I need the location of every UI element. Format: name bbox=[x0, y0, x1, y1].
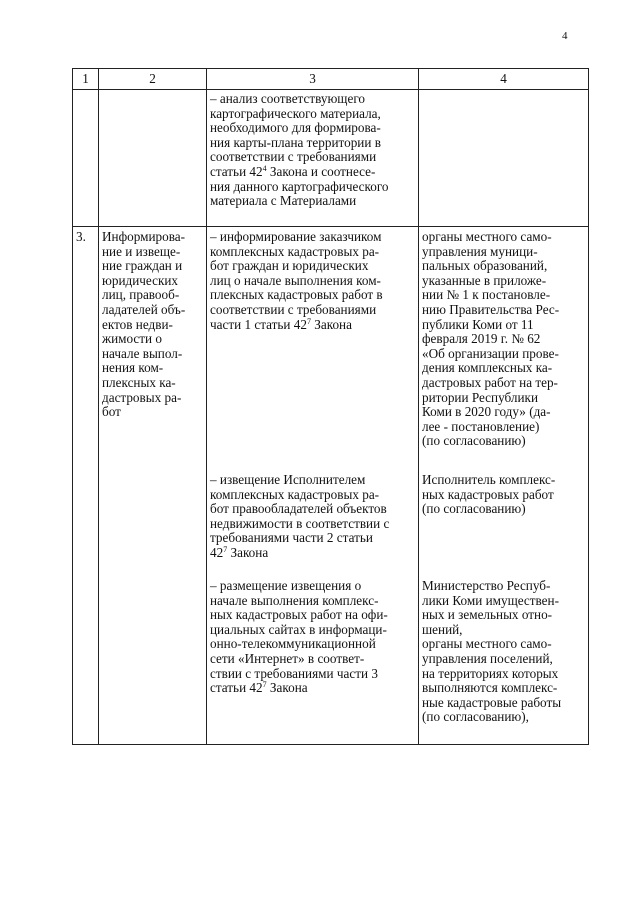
text-line: – анализ соответствующего bbox=[210, 91, 365, 106]
text-line: лиц о начале выполнения ком- bbox=[210, 272, 381, 288]
statute-sup: 4 bbox=[262, 163, 267, 173]
text-line bbox=[210, 546, 415, 561]
text-line: бот граждан и юридических bbox=[210, 258, 369, 274]
text-line: нию Правительства Рес- bbox=[422, 301, 560, 317]
text-line: сети «Интернет» в соответ- bbox=[210, 650, 365, 666]
text-line: органы местного само- bbox=[422, 636, 552, 652]
table-header-row bbox=[73, 69, 589, 90]
text-line: ных кадастровых работ на офи- bbox=[210, 607, 388, 623]
measure-title bbox=[99, 227, 207, 745]
text-line: февраля 2019 г. № 62 bbox=[422, 331, 541, 347]
cont-col-4 bbox=[419, 90, 589, 227]
text-line bbox=[210, 681, 415, 696]
executor-item-1 bbox=[422, 230, 585, 473]
page-number: 4 bbox=[562, 30, 568, 42]
row-number: 3. bbox=[73, 227, 99, 745]
text-line: ладателей объ- bbox=[102, 301, 186, 317]
text-line: нии № 1 к постановле- bbox=[422, 287, 551, 303]
text-line: плексных ка- bbox=[102, 374, 176, 390]
text-line: Коми в 2020 году» (да- bbox=[422, 404, 551, 420]
text-line: комплексных кадастровых ра- bbox=[210, 486, 380, 502]
statute-suffix: Закона bbox=[227, 544, 269, 560]
text-line: необходимого для формирова- bbox=[210, 120, 381, 136]
statute-ref: 42 bbox=[210, 544, 224, 560]
text-line: юридических bbox=[102, 272, 178, 288]
text-line: (по согласованию) bbox=[422, 501, 526, 517]
text-line: – извещение Исполнителем bbox=[210, 472, 366, 487]
text-line: требованиями части 2 статьи bbox=[210, 530, 373, 546]
text-line: лики Коми имуществен- bbox=[422, 592, 559, 608]
text-line: картографического материала, bbox=[210, 105, 381, 121]
cont-col-1 bbox=[73, 90, 99, 227]
text-line: ных и земельных отно- bbox=[422, 607, 553, 623]
text-line: соответствии с требованиями bbox=[210, 301, 377, 317]
executor-item-2 bbox=[422, 473, 585, 579]
text-line: лее - постановление) bbox=[422, 418, 540, 434]
text-line: ние и извеще- bbox=[102, 243, 181, 259]
text-line bbox=[210, 318, 415, 333]
header-col-1: 1 bbox=[73, 69, 99, 90]
text-line: ных кадастровых работ bbox=[422, 486, 554, 502]
text-line: органы местного само- bbox=[422, 229, 552, 244]
statute-suffix: Закона и соотнесе- bbox=[266, 163, 376, 179]
text-line: шений, bbox=[422, 621, 463, 637]
cont-action-cell bbox=[207, 90, 419, 227]
text-line: на территориях которых bbox=[422, 665, 559, 681]
text-line: начале выполнения комплекс- bbox=[210, 592, 379, 608]
text-line: материала с Материалами bbox=[210, 193, 357, 209]
statute-sup: 7 bbox=[306, 316, 311, 326]
text-line bbox=[210, 165, 415, 180]
text-line: ритории Республики bbox=[422, 389, 538, 405]
cont-col-2 bbox=[99, 90, 207, 227]
text-line: начале выпол- bbox=[102, 345, 183, 361]
action-item-1 bbox=[210, 230, 415, 473]
text-line: дастровых работ на тер- bbox=[422, 374, 558, 390]
text-line: бот bbox=[102, 404, 121, 420]
action-item-2 bbox=[210, 473, 415, 579]
text-line: циальных сайтах в информаци- bbox=[210, 621, 387, 637]
text-line: нения ком- bbox=[102, 360, 164, 376]
statute-ref: статьи 42 bbox=[210, 680, 263, 696]
text-line: «Об организации прове- bbox=[422, 345, 559, 361]
text-line: лиц, правооб- bbox=[102, 287, 180, 303]
text-line: (по согласованию), bbox=[422, 709, 529, 725]
text-line: указанные в приложе- bbox=[422, 272, 547, 288]
text-line: – размещение извещения о bbox=[210, 578, 362, 593]
statute-sup: 7 bbox=[223, 544, 228, 554]
text-line: управления муници- bbox=[422, 243, 538, 259]
action-item-3 bbox=[210, 579, 415, 696]
executors-cell bbox=[419, 227, 589, 745]
text-line: ния данного картографического bbox=[210, 178, 389, 194]
text-line: ектов недви- bbox=[102, 316, 173, 332]
table-row-3 bbox=[73, 227, 589, 745]
text-line: публики Коми от 11 bbox=[422, 316, 534, 332]
text-line: комплексных кадастровых ра- bbox=[210, 243, 380, 259]
header-col-4: 4 bbox=[419, 69, 589, 90]
text-line: выполняются комплекс- bbox=[422, 680, 558, 696]
statute-ref: части 1 статьи 42 bbox=[210, 316, 307, 332]
text-line: бот правообладателей объектов bbox=[210, 501, 387, 517]
text-line: плексных кадастровых работ в bbox=[210, 287, 383, 303]
statute-suffix: Закона bbox=[310, 316, 352, 332]
header-col-3: 3 bbox=[207, 69, 419, 90]
text-line: ствии с требованиями части 3 bbox=[210, 665, 378, 681]
measures-table bbox=[72, 68, 589, 745]
table-row-continued bbox=[73, 90, 589, 227]
text-line: пальных образований, bbox=[422, 258, 548, 274]
text-line: жимости о bbox=[102, 331, 163, 347]
actions-cell bbox=[207, 227, 419, 745]
text-line: соответствии с требованиями bbox=[210, 149, 377, 165]
text-line: недвижимости в соответствии с bbox=[210, 515, 390, 531]
statute-ref: статьи 42 bbox=[210, 163, 263, 179]
text-line: Исполнитель комплекс- bbox=[422, 472, 556, 487]
text-line: Информирова- bbox=[102, 229, 186, 244]
statute-suffix: Закона bbox=[266, 680, 308, 696]
text-line: – информирование заказчиком bbox=[210, 229, 382, 244]
executor-item-3 bbox=[422, 579, 585, 725]
text-line: ния карты-плана территории в bbox=[210, 134, 381, 150]
text-line: ние граждан и bbox=[102, 258, 183, 274]
text-line: Министерство Респуб- bbox=[422, 578, 551, 593]
text-line: управления поселений, bbox=[422, 650, 553, 666]
statute-sup: 7 bbox=[262, 680, 267, 690]
text-line: дастровых ра- bbox=[102, 389, 182, 405]
text-line: (по согласованию) bbox=[422, 433, 526, 449]
text-line: онно-телекоммуникационной bbox=[210, 636, 376, 652]
text-line: ные кадастровые работы bbox=[422, 694, 562, 710]
header-col-2: 2 bbox=[99, 69, 207, 90]
text-line: дения комплексных ка- bbox=[422, 360, 553, 376]
